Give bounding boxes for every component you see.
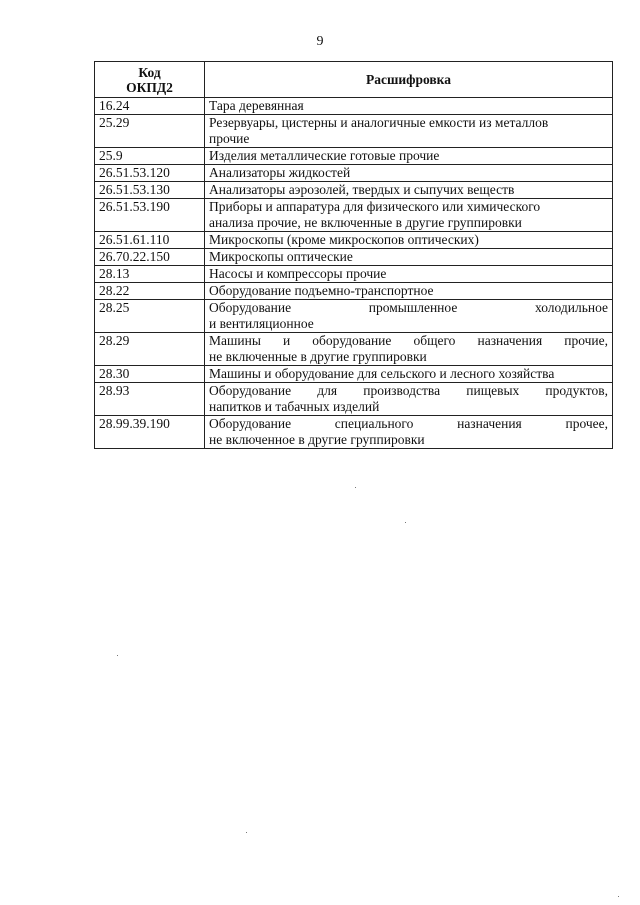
row-description-line: прочие: [209, 131, 250, 146]
okpd-table: [94, 61, 613, 449]
row-description-line: Оборудование промышленное холодильное: [209, 300, 608, 315]
row-description: [205, 98, 613, 115]
row-description: [205, 148, 613, 165]
header-description: Расшифровка: [205, 62, 613, 98]
scan-speck: [618, 896, 619, 897]
row-description: [205, 333, 613, 366]
table-row: [95, 333, 613, 366]
row-description: [205, 266, 613, 283]
table-row: [95, 232, 613, 249]
scan-speck: [117, 655, 118, 656]
table-row: [95, 266, 613, 283]
row-description-line: Оборудование для производства пищевых продуктов,: [209, 383, 608, 398]
row-description-line: Машины и оборудование для сельского и лесного хозяйства: [209, 366, 555, 381]
row-description-line: Резервуары, цистерны и аналогичные емкости из металлов: [209, 115, 549, 130]
row-code: 28.99.39.190: [95, 416, 205, 449]
table-row: [95, 416, 613, 449]
row-description-line: Оборудование специального назначения прочее,: [209, 416, 608, 431]
page-number: 9: [316, 34, 324, 49]
row-description-line: Микроскопы оптические: [209, 249, 353, 264]
row-description-line: не включенные в другие группировки: [209, 349, 427, 364]
row-description-line: анализа прочие, не включенные в другие группировки: [209, 215, 522, 230]
table-row: [95, 383, 613, 416]
row-description: [205, 249, 613, 266]
row-code: 28.30: [95, 366, 205, 383]
row-description: [205, 366, 613, 383]
row-description: [205, 283, 613, 300]
table-row: [95, 148, 613, 165]
header-code: [95, 62, 205, 98]
row-code: 28.29: [95, 333, 205, 366]
table-header-row: [95, 62, 613, 98]
row-description: [205, 165, 613, 182]
scan-speck: [355, 487, 356, 488]
table-row: [95, 283, 613, 300]
table-row: [95, 182, 613, 199]
row-code: 28.25: [95, 300, 205, 333]
row-description: [205, 182, 613, 199]
row-description-line: Изделия металлические готовые прочие: [209, 148, 440, 163]
row-description: [205, 199, 613, 232]
header-code-line2: ОКПД2: [126, 79, 173, 95]
table-row: [95, 300, 613, 333]
row-code: 16.24: [95, 98, 205, 115]
row-description: [205, 300, 613, 333]
table-row: [95, 366, 613, 383]
row-description-line: Анализаторы аэрозолей, твердых и сыпучих веществ: [209, 182, 515, 197]
row-code: 26.51.53.120: [95, 165, 205, 182]
scan-speck: [405, 522, 406, 523]
row-description: [205, 416, 613, 449]
row-code: 26.51.53.130: [95, 182, 205, 199]
table-row: [95, 98, 613, 115]
row-code: 28.22: [95, 283, 205, 300]
row-description-line: Тара деревянная: [209, 98, 304, 113]
row-code: 28.13: [95, 266, 205, 283]
row-description-line: и вентиляционное: [209, 316, 314, 331]
row-description-line: Микроскопы (кроме микроскопов оптических): [209, 232, 479, 247]
row-description-line: Приборы и аппаратура для физического или химического: [209, 199, 541, 214]
row-code: 25.9: [95, 148, 205, 165]
row-description-line: не включенное в другие группировки: [209, 432, 425, 447]
table-row: [95, 199, 613, 232]
table-row: [95, 165, 613, 182]
scan-speck: [246, 832, 247, 833]
row-description-line: Анализаторы жидкостей: [209, 165, 351, 180]
row-code: 26.51.61.110: [95, 232, 205, 249]
table-row: [95, 249, 613, 266]
row-description-line: Насосы и компрессоры прочие: [209, 266, 387, 281]
row-description-line: Машины и оборудование общего назначения прочие,: [209, 333, 608, 348]
row-description: [205, 232, 613, 249]
row-code: 26.51.53.190: [95, 199, 205, 232]
row-description-line: напитков и табачных изделий: [209, 399, 380, 414]
header-code-line1: Код: [138, 64, 161, 80]
row-code: 25.29: [95, 115, 205, 148]
row-code: 26.70.22.150: [95, 249, 205, 266]
row-description-line: Оборудование подъемно-транспортное: [209, 283, 434, 298]
row-description: [205, 383, 613, 416]
row-description: [205, 115, 613, 148]
row-code: 28.93: [95, 383, 205, 416]
table-row: [95, 115, 613, 148]
